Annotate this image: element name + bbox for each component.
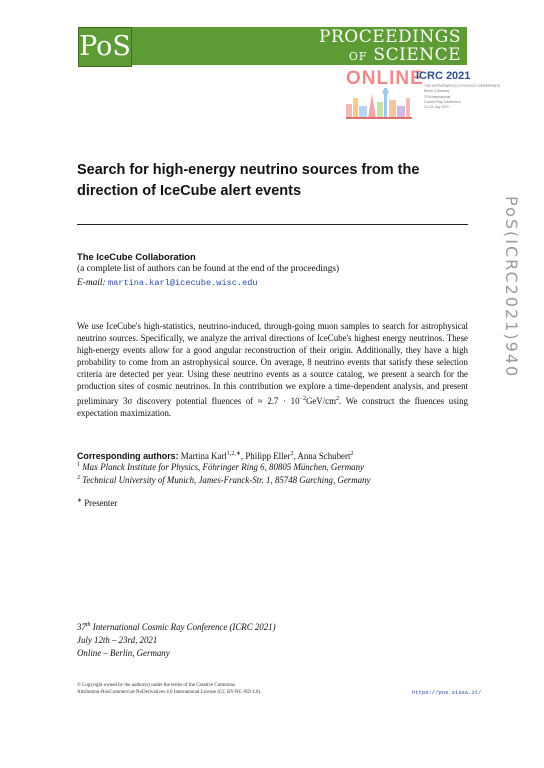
presenter-note <box>77 497 117 508</box>
email-line <box>77 278 258 288</box>
aff2-num: 2 <box>77 475 80 482</box>
abstract-unit: GeV/cm <box>305 395 337 406</box>
conference-dates: July 12th – 23rd, 2021 <box>77 635 158 645</box>
conf-num: 37 <box>77 622 86 632</box>
affiliation-2 <box>77 475 370 485</box>
author-eller: , Philipp Eller <box>240 450 291 461</box>
pos-logo-text: PoS <box>79 31 131 62</box>
conf-logo-sub3: 37th International <box>424 95 451 99</box>
authors-note: (a complete list of authors can be found at the end of the proceedings) <box>77 264 340 274</box>
side-pos-identifier <box>498 196 524 466</box>
presenter-mark: ∗ <box>77 498 83 504</box>
banner-line-science <box>349 45 461 65</box>
abstract-text-end: . We construct the fluences using expectation maximization. <box>77 395 468 418</box>
title-divider <box>77 224 468 225</box>
author-eller-sup: 2 <box>290 451 294 457</box>
conf-logo-name: ICRC 2021 <box>416 70 471 82</box>
paper-title: Search for high-energy neutrino sources from the direction of IceCube alert events <box>77 162 420 199</box>
email-link[interactable]: martina.karl@icecube.wisc.edu <box>107 278 258 288</box>
proceedings-banner <box>132 27 467 65</box>
author-karl: Martina Karl <box>180 450 227 461</box>
author-schubert: , Anna Schubert <box>293 450 351 461</box>
conf-th: th <box>85 622 91 629</box>
copyright-line-2: Attribution-NonCommercial-NoDerivatives 4.0 International License (CC BY-NC-ND 4.0). <box>77 690 262 695</box>
banner-of: OF <box>348 50 368 63</box>
conf-logo-online: ONLINE <box>346 68 424 89</box>
author-karl-sup: 1,2,∗ <box>226 451 241 457</box>
email-label: E-mail: <box>77 278 106 288</box>
conference-location: Online – Berlin, Germany <box>77 648 170 658</box>
conf-line1: International Cosmic Ray Conference (ICRC 2021) <box>90 622 276 632</box>
copyright-line-1: © Copyright owned by the author(s) under the terms of the Creative Commons <box>77 683 235 688</box>
side-id-text: PoS(ICRC2021)940 <box>502 196 521 379</box>
abstract <box>77 320 468 419</box>
corr-label: Corresponding authors: <box>77 450 179 461</box>
affiliation-1 <box>77 462 364 472</box>
pos-logo <box>78 27 132 67</box>
conf-logo-sub1: THE ASTROPARTICLE PHYSICS CONFERENCE <box>424 84 500 88</box>
presenter-text: Presenter <box>84 497 118 508</box>
conference-name <box>77 622 276 632</box>
corresponding-authors <box>77 450 353 461</box>
aff2-text: Technical University of Munich, James-Franck-Str. 1, 85748 Garching, Germany <box>82 475 371 485</box>
banner-science: SCIENCE <box>373 45 461 65</box>
aff1-text: Max Planck Institute for Physics, Föhringer Ring 6, 80805 München, Germany <box>82 462 364 472</box>
collaboration-name: The IceCube Collaboration <box>77 251 196 262</box>
aff1-num: 1 <box>77 462 80 469</box>
banner-line-proceedings: PROCEEDINGS <box>319 27 461 47</box>
abstract-unit-square: 2 <box>336 395 340 402</box>
abstract-exponent: −2 <box>299 395 306 402</box>
conf-logo-sub2: Berlin | Germany <box>424 89 450 93</box>
author-schubert-sup: 2 <box>350 451 354 457</box>
abstract-text: We use IceCube's high-statistics, neutrino-induced, through-going muon samples to search for astrophysical neutrino sources. Specifically, we analyze the arrival directions of IceCube's highest energy neutrinos. These high-energy events allow for a good angular reconstruction of their origin. Additionally, they have a high probability to come from an astrophysical source. On average, 8 neutrino events that satisfy these selection criteria are detected per year. Using these neutrino events as a source catalog, we present a search for the production sites of cosmic neutrinos. In this contribution we explore a time-dependent analysis, and present preliminary 3σ discovery potential fluences of ≈ 2.7 · 10 <box>77 321 468 406</box>
conf-logo-sub4: Cosmic Ray Conference <box>424 100 461 104</box>
pos-url-link[interactable]: https://pos.sissa.it/ <box>412 689 482 696</box>
conf-logo-sub5: 12–23 July 2021 <box>424 105 449 109</box>
